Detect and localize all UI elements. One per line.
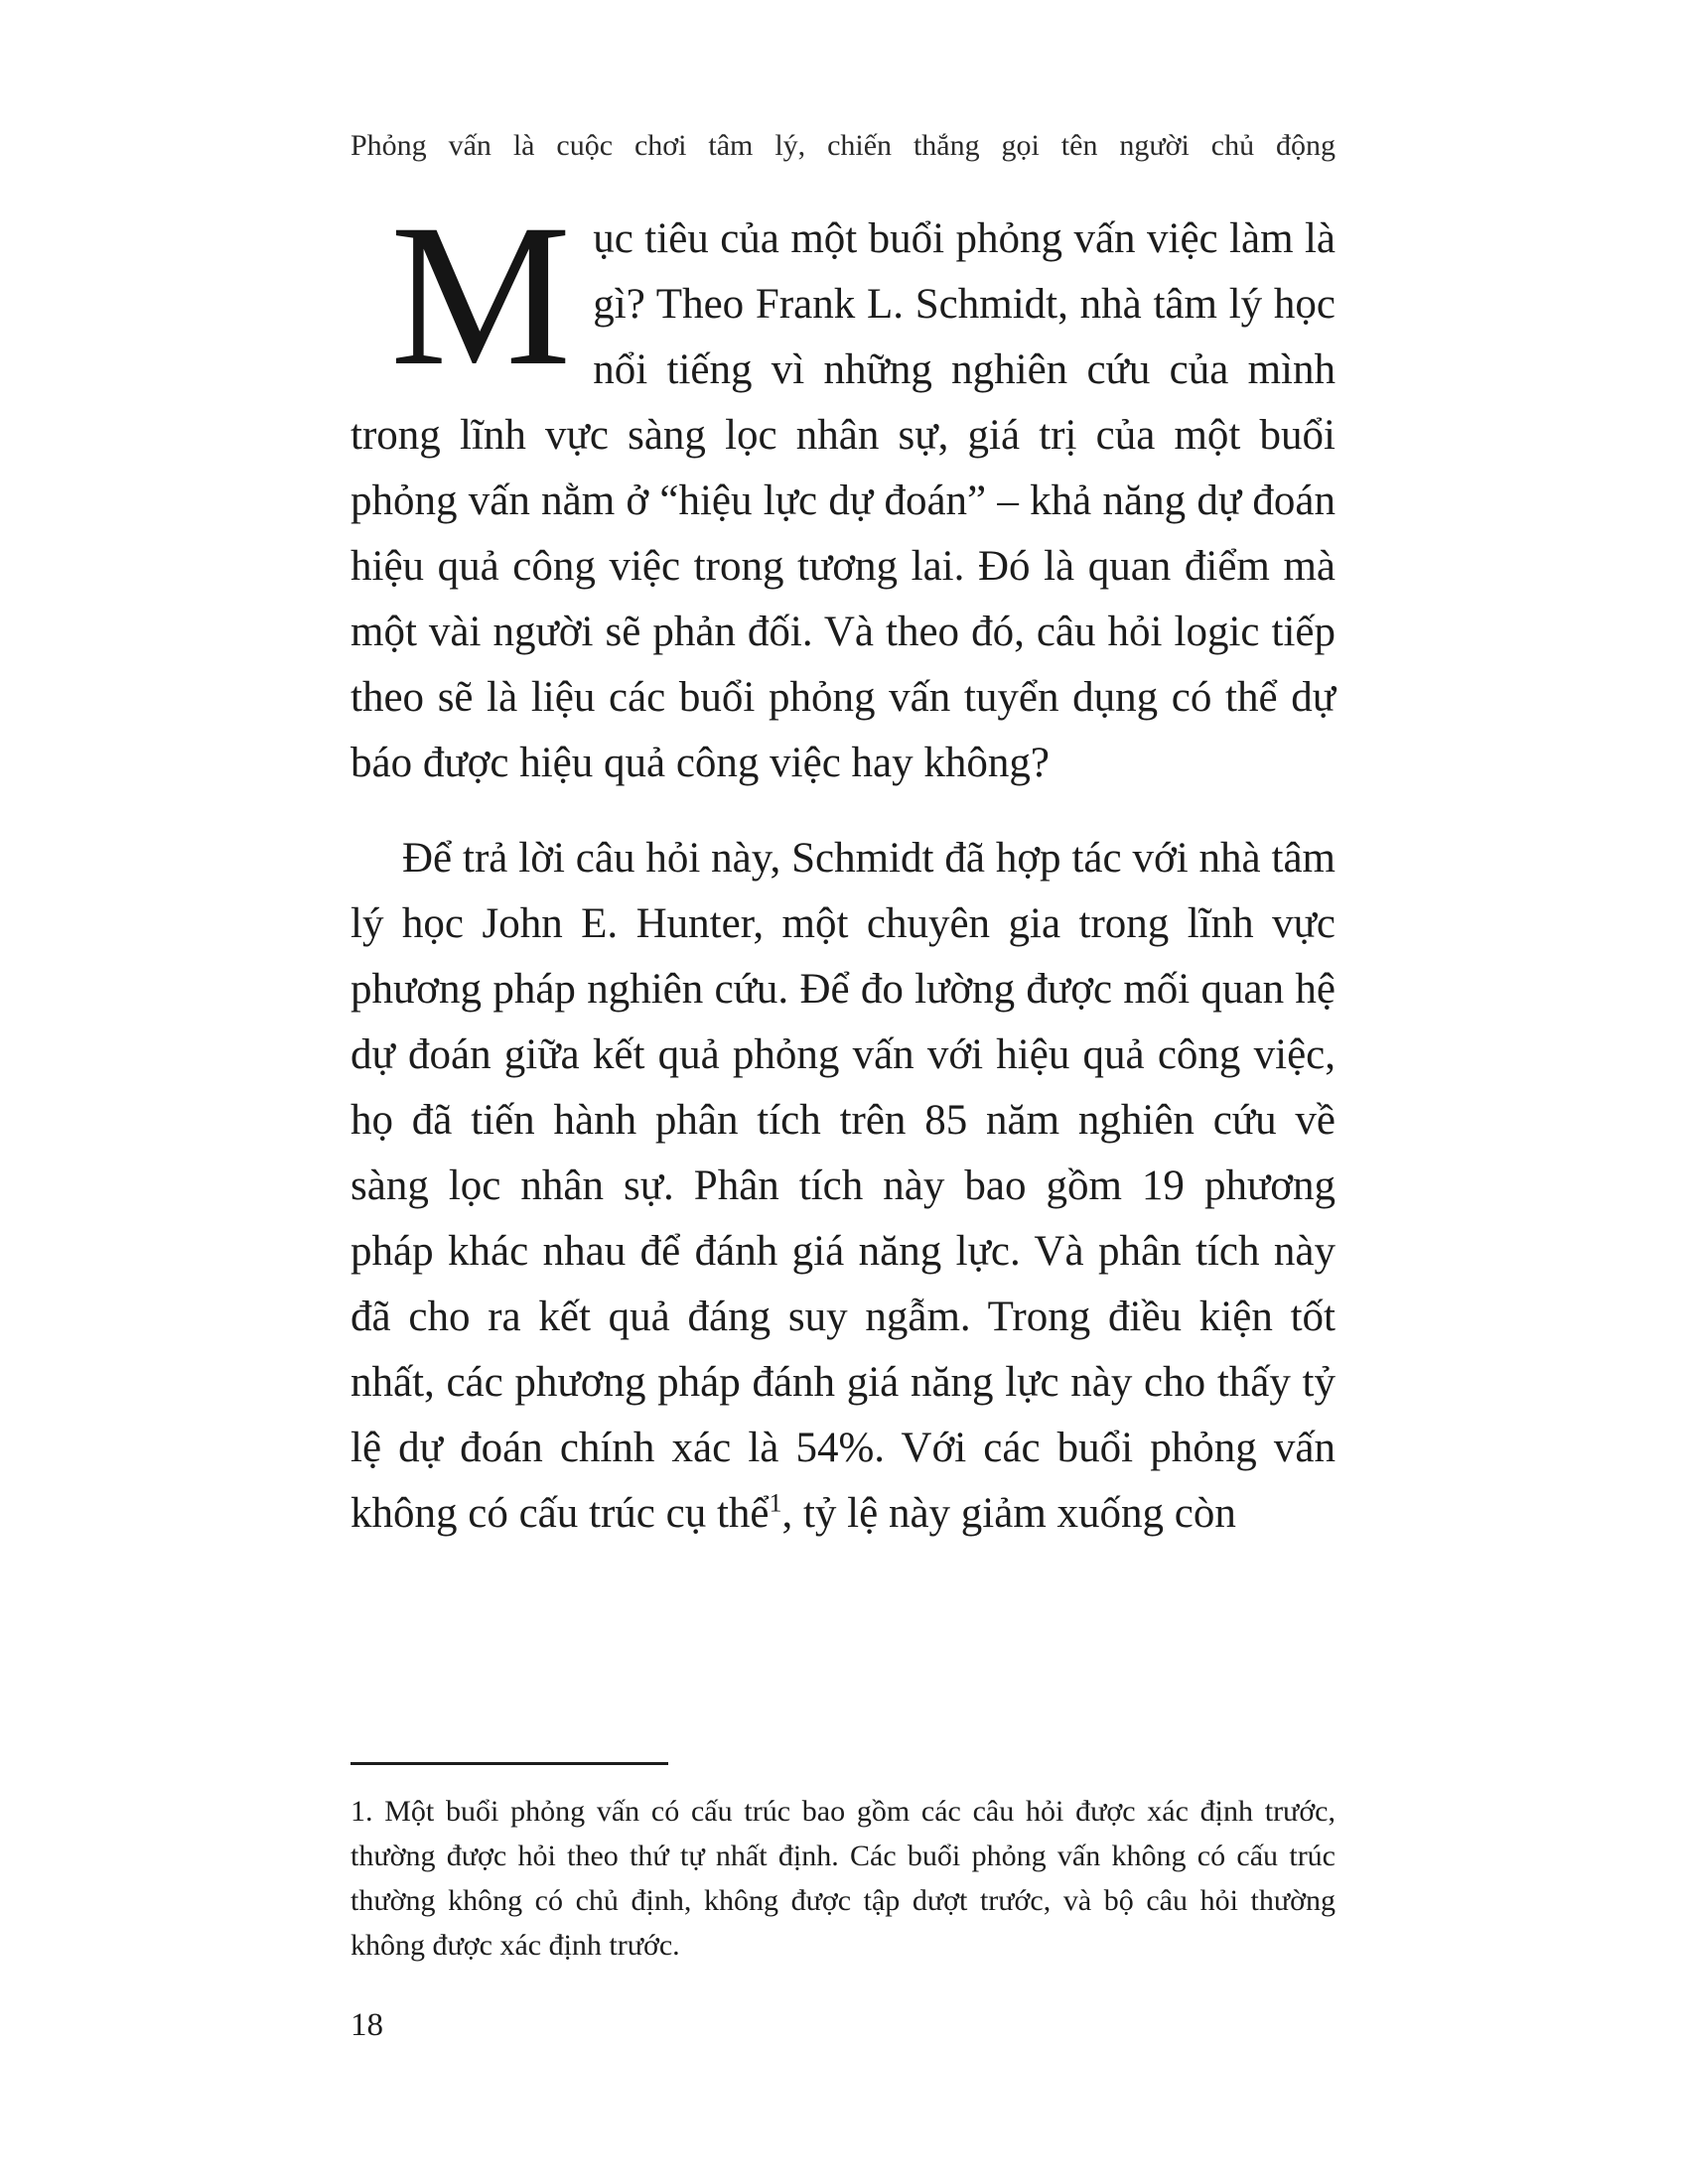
running-head: Phỏng vấn là cuộc chơi tâm lý, chiến thắng gọi tên người chủ động — [351, 129, 1336, 162]
page-number: 18 — [351, 2007, 383, 2043]
paragraph-1 — [351, 183, 1336, 796]
footnote-area — [351, 1762, 1336, 1968]
paragraph-2-text: Để trả lời câu hỏi này, Schmidt đã hợp tác với nhà tâm lý học John E. Hunter, một chuyên gia trong lĩnh vực phương pháp nghiên cứu. Để đo lường được mối quan hệ dự đoán giữa kết quả phỏng vấn với hiệu quả công việc, họ đã tiến hành phân tích trên 85 năm nghiên cứu về sàng lọc nhân sự. Phân tích này bao gồm 19 phương pháp khác nhau để đánh giá năng lực. Và phân tích này đã cho ra kết quả đáng suy ngẫm. Trong điều kiện tốt nhất, các phương pháp đánh giá năng lực này cho thấy tỷ lệ dự đoán chính xác là 54%. Với các buổi phỏng vấn không có cấu trúc cụ thể — [351, 835, 1336, 1537]
paragraph-2 — [351, 826, 1336, 1547]
paragraph-2-continuation: , tỷ lệ này giảm xuống còn — [781, 1490, 1236, 1537]
dropcap-letter: M — [390, 183, 572, 408]
paragraph-1-text: ục tiêu của một buổi phỏng vấn việc làm là gì? Theo Frank L. Schmidt, nhà tâm lý học nổi tiếng vì những nghiên cứu của mình trong lĩnh vực sàng lọc nhân sự, giá trị của một buổi phỏng vấn nằm ở “hiệu lực dự đoán” – khả năng dự đoán hiệu quả công việc trong tương lai. Đó là quan điểm mà một vài người sẽ phản đối. Và theo đó, câu hỏi logic tiếp theo sẽ là liệu các buổi phỏng vấn tuyển dụng có thể dự báo được hiệu quả công việc hay không? — [351, 215, 1336, 786]
footnote-divider — [351, 1762, 668, 1765]
footnote-reference: 1 — [769, 1488, 782, 1518]
page-content — [351, 183, 1336, 1547]
footnote-text: 1. Một buổi phỏng vấn có cấu trúc bao gồm các câu hỏi được xác định trước, thường được hỏi theo thứ tự nhất định. Các buổi phỏng vấn không có cấu trúc thường không có chủ định, không được tập dượt trước, và bộ câu hỏi thường không được xác định trước. — [351, 1795, 1336, 1962]
